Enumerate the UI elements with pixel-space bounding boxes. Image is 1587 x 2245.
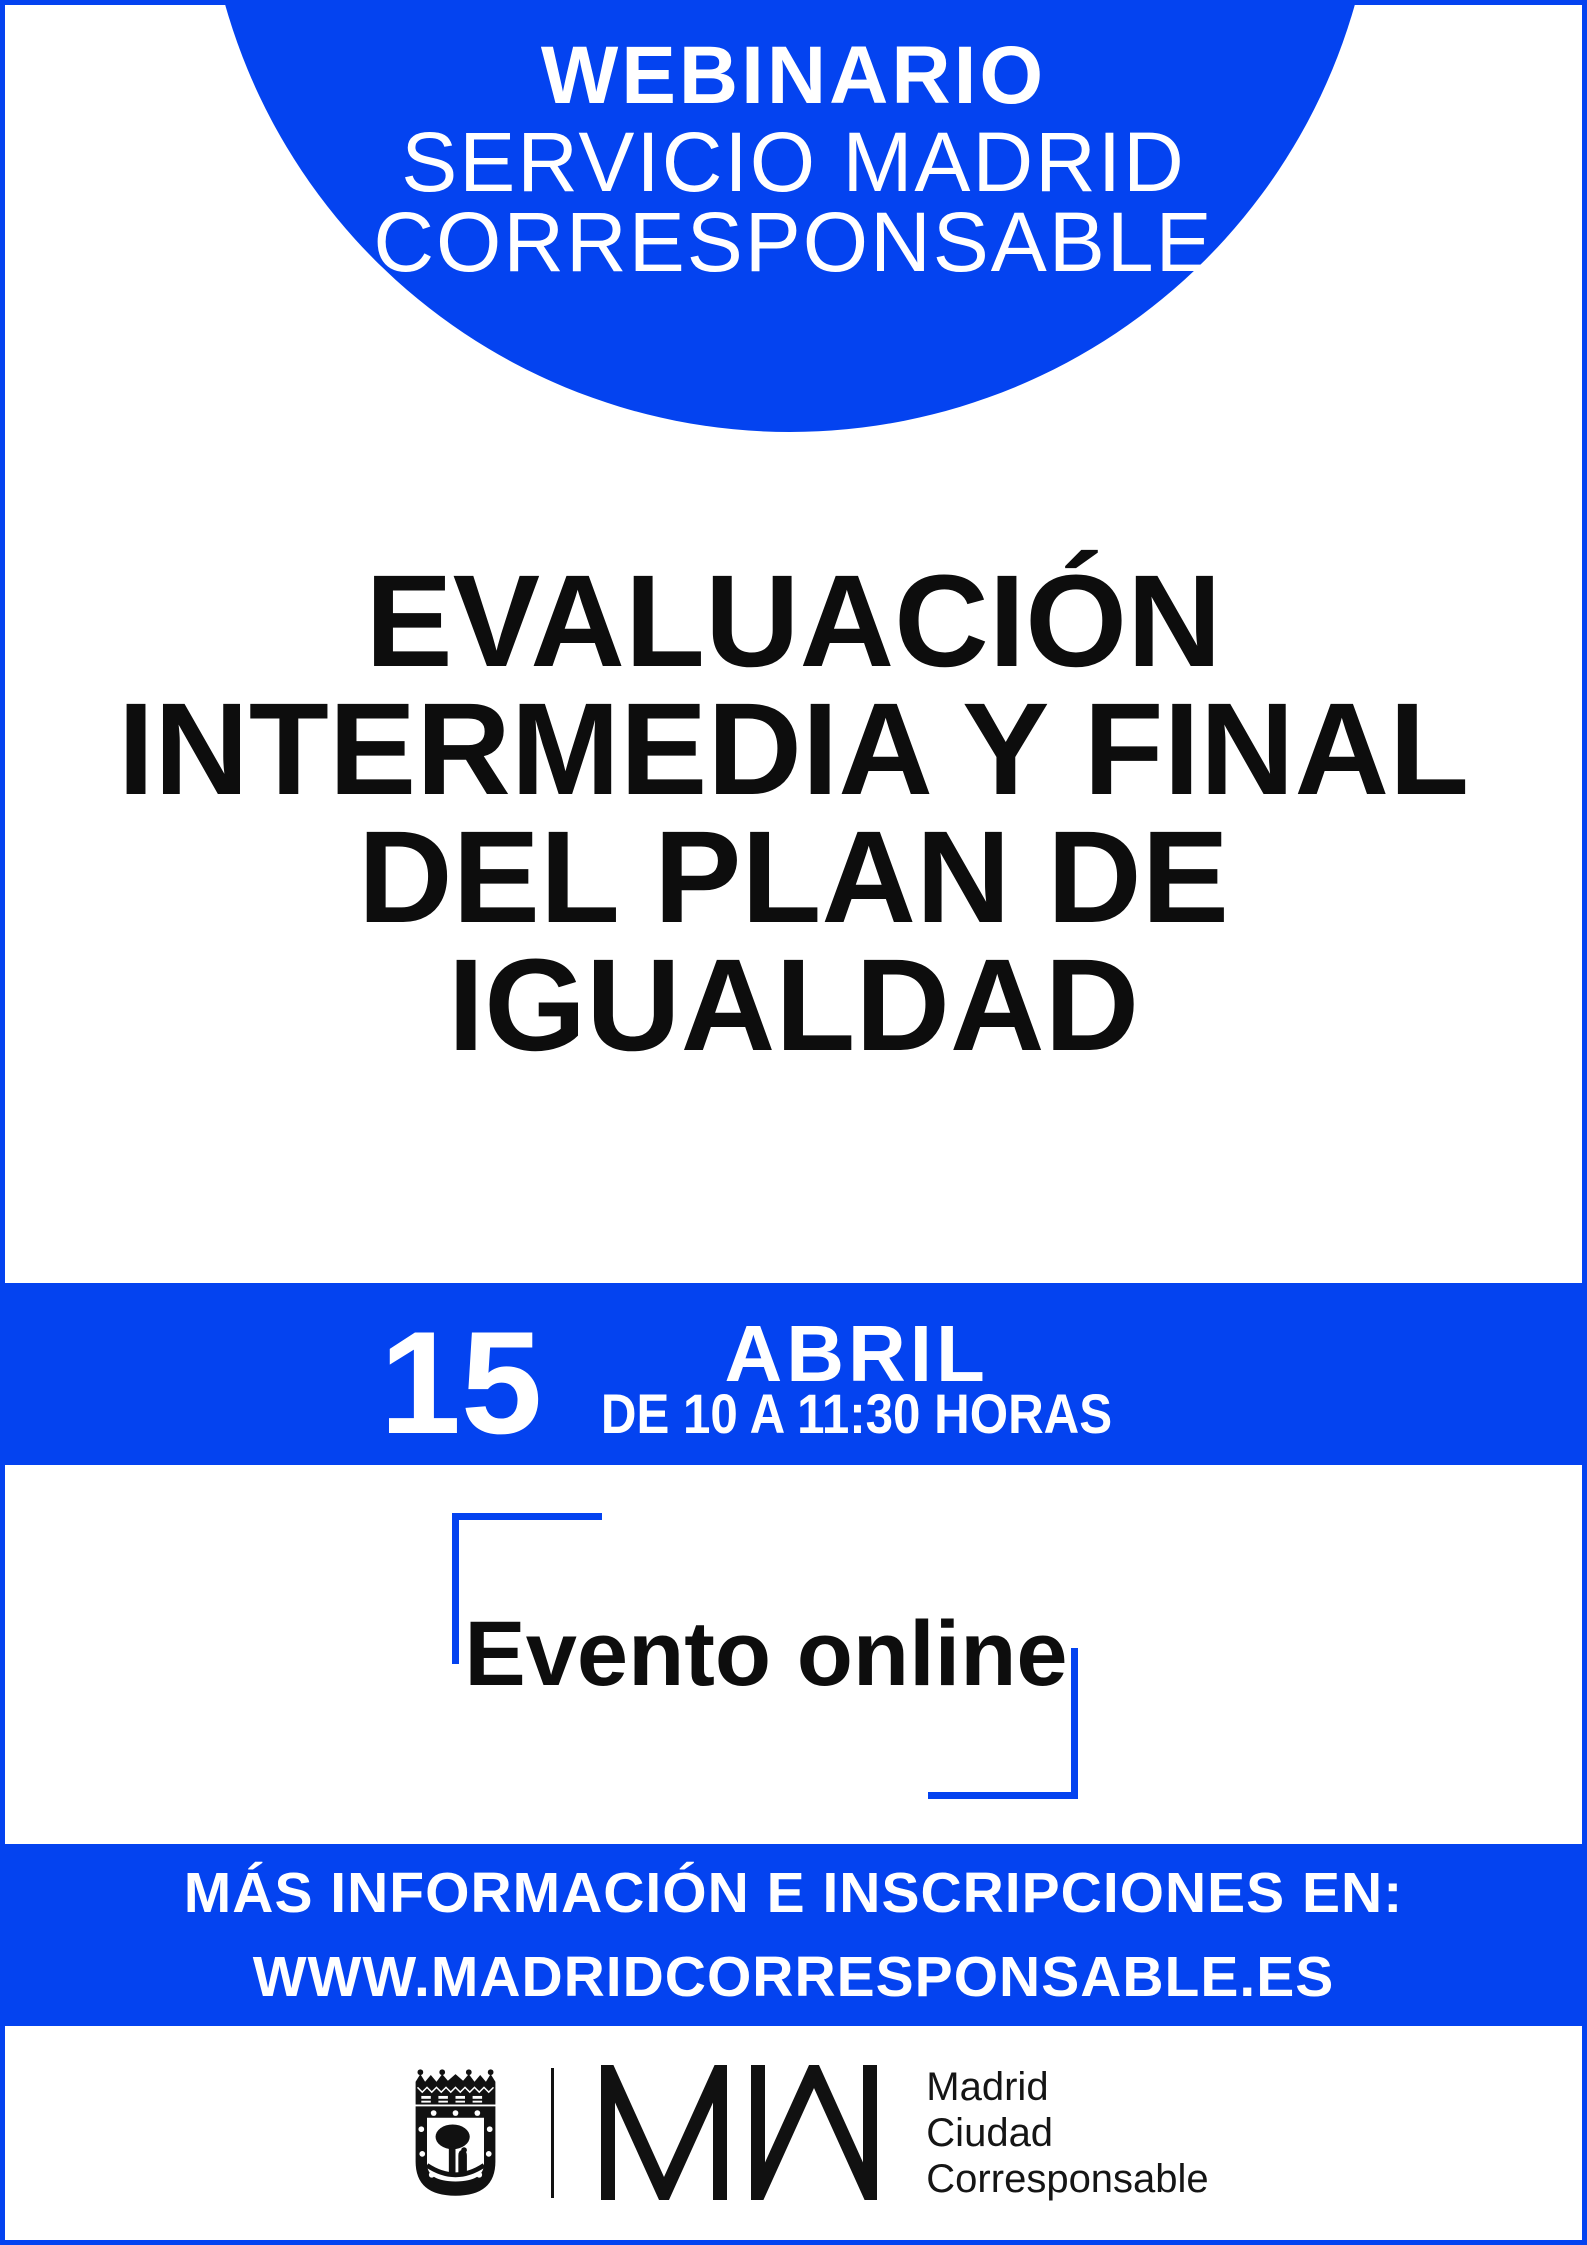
event-day: 15 xyxy=(379,1301,543,1464)
title-line-1: EVALUACIÓN xyxy=(365,547,1222,694)
mw-monogram-icon xyxy=(600,2065,900,2200)
webinar-kicker: WEBINARIO xyxy=(540,30,1047,121)
org-line-1: Madrid xyxy=(926,2064,1049,2109)
info-band xyxy=(0,1844,1587,2026)
madrid-crest-icon xyxy=(408,2065,503,2201)
logo-divider xyxy=(551,2068,554,2198)
footer-logos xyxy=(0,2026,1587,2239)
title-line-4: IGUALDAD xyxy=(447,931,1140,1078)
info-text: MÁS INFORMACIÓN E INSCRIPCIONES EN: xyxy=(183,1861,1404,1925)
event-month: ABRIL xyxy=(724,1309,989,1398)
org-line-3: Corresponsable xyxy=(926,2156,1209,2201)
logo-row xyxy=(408,2064,1208,2202)
poster-header xyxy=(0,30,1587,289)
title-line-3: DEL PLAN DE xyxy=(357,803,1229,950)
title-line-2: INTERMEDIA Y FINAL xyxy=(117,675,1470,822)
org-line-2: Ciudad xyxy=(926,2110,1054,2155)
date-group xyxy=(379,1301,1147,1464)
service-name-line2: CORRESPONSABLE xyxy=(373,195,1214,289)
event-time: DE 10 A 11:30 HORAS xyxy=(601,1382,1113,1445)
service-name-line1: SERVICIO MADRID xyxy=(401,115,1186,209)
date-band xyxy=(0,1283,1587,1465)
org-name xyxy=(926,2064,1208,2202)
info-url: WWW.MADRIDCORRESPONSABLE.ES xyxy=(252,1945,1335,2009)
month-time-group xyxy=(566,1309,1147,1445)
page-title xyxy=(0,547,1587,1078)
event-format-label: Evento online xyxy=(464,1603,1068,1705)
